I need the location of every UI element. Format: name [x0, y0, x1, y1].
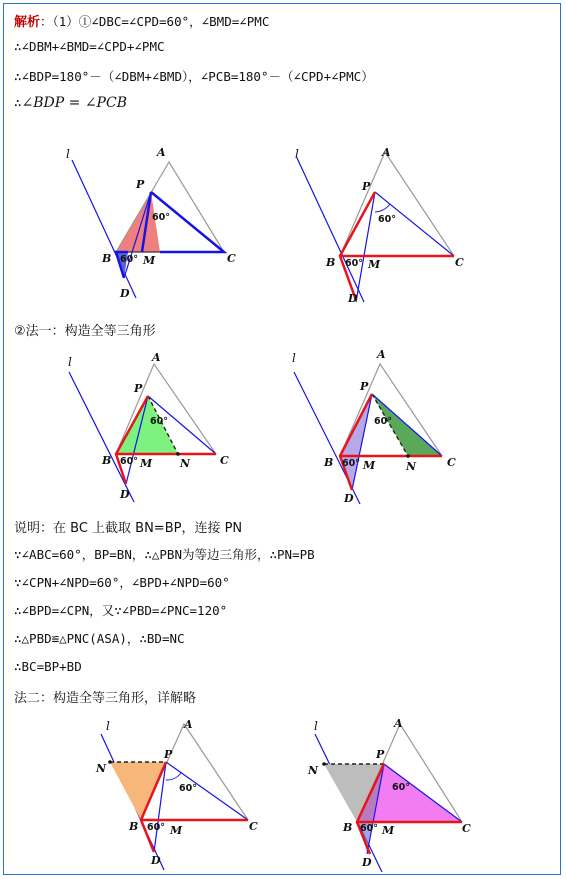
label-b: B — [129, 820, 139, 833]
conclusion-formula: ∠BDP = ∠PCB — [21, 95, 127, 111]
angle-arc-p — [166, 773, 181, 780]
angle-label-p: 60° — [150, 416, 168, 427]
label-p: P — [134, 382, 143, 395]
label-l: l — [68, 355, 72, 369]
label-c: C — [447, 456, 456, 469]
method-1-heading: ②法一：构造全等三角形 — [14, 324, 156, 339]
label-c: C — [462, 822, 471, 835]
label-a: A — [152, 351, 161, 364]
label-d: D — [120, 488, 130, 501]
label-m: M — [170, 824, 183, 837]
shaded-triangle-npb — [110, 762, 166, 820]
angle-label-b: 60° — [120, 254, 138, 265]
angle-label-p: 60° — [374, 416, 392, 427]
label-d: D — [348, 292, 358, 305]
point-n — [176, 452, 180, 456]
therefore-symbol: ∴ — [14, 95, 22, 110]
label-d: D — [120, 287, 130, 300]
label-p: P — [362, 180, 371, 193]
point-n — [322, 762, 326, 766]
label-m: M — [143, 254, 156, 267]
angle-label-b: 60° — [147, 822, 165, 833]
label-l: l — [292, 351, 296, 365]
label-a: A — [157, 146, 166, 159]
angle-label-p: 60° — [152, 212, 170, 223]
line-l — [72, 160, 136, 298]
line-1 — [14, 11, 269, 30]
label-a: A — [382, 146, 391, 159]
figure-2a — [54, 344, 244, 504]
label-p: P — [164, 748, 173, 761]
label-l: l — [314, 719, 318, 733]
line-2: ∴∠DBM+∠BMD=∠CPD+∠PMC — [14, 39, 165, 54]
label-p: P — [136, 178, 145, 191]
point-n — [406, 454, 410, 458]
proof-step-3: ∴∠BPD=∠CPN，又∵∠PBD=∠PNC=120° — [14, 603, 228, 618]
figure-3b — [302, 712, 492, 874]
shaded-triangle-pmc — [372, 764, 462, 822]
label-l: l — [106, 719, 110, 733]
angle-label-b: 60° — [360, 823, 378, 834]
angle-label-p: 60° — [392, 782, 410, 793]
label-p: P — [360, 380, 369, 393]
angle-label-b: 60° — [342, 458, 360, 469]
label-m: M — [140, 457, 153, 470]
label-a: A — [394, 717, 403, 730]
line-1-text: ：（1）①∠DBC=∠CPD=60°，∠BMD=∠PMC — [40, 14, 270, 29]
label-l: l — [295, 147, 299, 161]
shaded-triangle-pbn — [116, 396, 178, 454]
line-3: ∴∠BDP=180°－（∠DBM+∠BMD），∠PCB=180°－（∠CPD+∠PMC） — [14, 69, 374, 84]
label-a: A — [377, 348, 386, 361]
label-n: N — [406, 460, 417, 473]
angle-arc-p — [375, 204, 390, 212]
construction-note: 说明：在 BC 上截取 BN=BP，连接 PN — [14, 521, 243, 536]
angle-label-p: 60° — [179, 783, 197, 794]
label-l: l — [66, 147, 70, 161]
angle-label-p: 60° — [378, 214, 396, 225]
angle-label-b: 60° — [120, 456, 138, 467]
proof-step-5: ∴BC=BP+BD — [14, 659, 82, 674]
label-b: B — [102, 454, 112, 467]
label-b: B — [102, 252, 112, 265]
label-n: N — [96, 762, 107, 775]
angle-label-b: 60° — [345, 258, 363, 269]
label-b: B — [326, 256, 336, 269]
label-a: A — [184, 718, 193, 731]
segments-db-bp — [340, 192, 375, 300]
proof-step-1: ∵∠ABC=60°，BP=BN，∴△PBN为等边三角形，∴PN=PB — [14, 547, 315, 562]
label-c: C — [249, 820, 258, 833]
label-m: M — [382, 824, 395, 837]
shaded-triangle-pbd — [340, 394, 372, 490]
label-n: N — [180, 457, 191, 470]
proof-step-4: ∴△PBD≌△PNC(ASA)，∴BD=NC — [14, 631, 185, 646]
label-c: C — [220, 454, 229, 467]
proof-step-2: ∵∠CPN+∠NPD=60°，∠BPD+∠NPD=60° — [14, 575, 230, 590]
label-c: C — [455, 256, 464, 269]
label-d: D — [362, 856, 372, 869]
label-c: C — [227, 252, 236, 265]
analysis-label: 解析 — [14, 15, 41, 30]
figure-1a — [54, 140, 244, 305]
label-d: D — [344, 492, 354, 504]
figure-2b — [282, 344, 472, 504]
label-m: M — [368, 258, 381, 271]
line-4 — [14, 95, 127, 111]
figure-3a — [86, 712, 276, 874]
solution-frame — [3, 3, 561, 875]
figure-1b — [282, 140, 472, 305]
triangle-abc-sides — [340, 152, 454, 256]
method-2-heading: 法二：构造全等三角形，详解略 — [14, 691, 197, 706]
label-b: B — [324, 456, 334, 469]
label-n: N — [308, 764, 319, 777]
label-d: D — [151, 854, 161, 867]
label-b: B — [343, 821, 353, 834]
point-n — [108, 760, 112, 764]
label-p: P — [376, 748, 385, 761]
label-m: M — [363, 459, 376, 472]
